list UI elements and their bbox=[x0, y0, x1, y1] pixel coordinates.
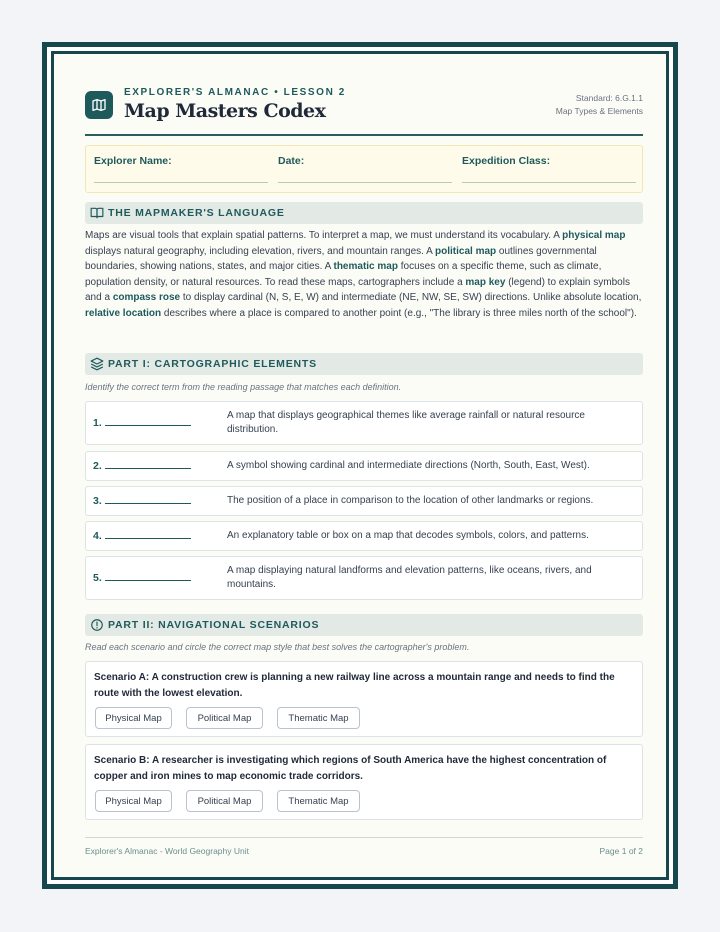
item-definition: The position of a place in comparison to the location of other landmarks or regions. bbox=[227, 495, 594, 506]
topic-label: Map Types & Elements bbox=[555, 106, 643, 116]
lesson-eyebrow: EXPLORER'S ALMANAC • LESSON 2 bbox=[124, 87, 346, 98]
item-definition: An explanatory table or box on a map that decodes symbols, colors, and patterns. bbox=[227, 530, 589, 541]
matching-row bbox=[85, 556, 643, 600]
footer-unit: Explorer's Almanac - World Geography Unit bbox=[85, 846, 249, 856]
option-thematic-map[interactable]: Thematic Map bbox=[277, 707, 360, 729]
scenario-card-a bbox=[85, 661, 643, 737]
passage-text: to display cardinal (N, S, E, W) and intermediate (NE, NW, SE, SW) directions. Unlike absolute location, bbox=[180, 292, 642, 304]
book-icon bbox=[90, 206, 104, 220]
footer-divider bbox=[85, 837, 643, 838]
passage-text: outlines governmental boundaries, showing nations, states, and major cities. A bbox=[85, 245, 597, 273]
explorer-name-label: Explorer Name: bbox=[94, 155, 172, 167]
item-number bbox=[93, 460, 191, 472]
page-frame-outer bbox=[42, 42, 678, 889]
matching-row bbox=[85, 451, 643, 481]
item-number bbox=[93, 417, 191, 429]
keyword-map-key: map key bbox=[465, 276, 506, 288]
item-number bbox=[93, 530, 191, 542]
scenario-question: Scenario B: A researcher is investigating which regions of South America have the highest concentration of copper and iron mines to map economic trade corridors. bbox=[94, 755, 607, 782]
section-title-part1: PART I: CARTOGRAPHIC ELEMENTS bbox=[108, 358, 317, 370]
standard-label: Standard: 6.G.1.1 bbox=[575, 93, 643, 103]
matching-row bbox=[85, 521, 643, 551]
scenario-question: Scenario A: A construction crew is planning a new railway line across a mountain range and needs to find the route with the lowest elevation. bbox=[94, 672, 615, 699]
item-number-text: 4. bbox=[93, 530, 102, 542]
alert-circle-icon bbox=[90, 618, 104, 632]
section-header-reading bbox=[85, 202, 643, 224]
page-number: Page 1 of 2 bbox=[599, 846, 643, 856]
explorer-name-field[interactable] bbox=[94, 155, 268, 183]
part1-instructions: Identify the correct term from the reading passage that matches each definition. bbox=[85, 382, 402, 392]
expedition-class-line[interactable] bbox=[462, 182, 636, 183]
item-number bbox=[93, 572, 191, 584]
answer-blank[interactable] bbox=[105, 572, 191, 581]
item-number-text: 2. bbox=[93, 460, 102, 472]
student-info-box bbox=[85, 145, 643, 193]
expedition-class-label: Expedition Class: bbox=[462, 155, 551, 167]
section-header-part2 bbox=[85, 614, 643, 636]
keyword-physical-map: physical map bbox=[562, 230, 626, 241]
keyword-compass-rose: compass rose bbox=[112, 292, 181, 304]
item-definition: A map displaying natural landforms and elevation patterns, like oceans, rivers, and mountains. bbox=[227, 565, 592, 590]
part2-instructions: Read each scenario and circle the correct map style that best solves the cartographer's problem. bbox=[85, 642, 470, 652]
item-definition: A map that displays geographical themes like average rainfall or natural resource distribution. bbox=[227, 410, 585, 435]
map-icon bbox=[85, 91, 113, 119]
matching-row bbox=[85, 486, 643, 516]
answer-blank[interactable] bbox=[105, 460, 191, 469]
worksheet-header bbox=[85, 84, 643, 136]
keyword-political-map: political map bbox=[435, 245, 497, 257]
option-physical-map[interactable]: Physical Map bbox=[95, 790, 172, 812]
section-title-reading: THE MAPMAKER'S LANGUAGE bbox=[108, 207, 285, 219]
expedition-class-field[interactable] bbox=[462, 155, 636, 183]
reading-passage bbox=[85, 228, 643, 322]
section-title-part2: PART II: NAVIGATIONAL SCENARIOS bbox=[108, 619, 320, 631]
passage-text: displays natural geography, including elevation, rivers, and mountain ranges. A bbox=[85, 245, 436, 257]
item-number bbox=[93, 495, 191, 507]
answer-blank[interactable] bbox=[105, 495, 191, 504]
item-number-text: 3. bbox=[93, 495, 102, 507]
layers-icon bbox=[90, 357, 104, 371]
answer-blank[interactable] bbox=[105, 417, 191, 426]
date-field[interactable] bbox=[278, 155, 452, 183]
option-political-map[interactable]: Political Map bbox=[186, 707, 263, 729]
matching-row bbox=[85, 401, 643, 445]
keyword-relative-location: relative location bbox=[85, 307, 162, 319]
passage-text: describes where a place is compared to another point (e.g., "The library is three miles north of the school"). bbox=[161, 307, 637, 319]
page-title: Map Masters Codex bbox=[124, 100, 326, 122]
date-line[interactable] bbox=[278, 182, 452, 183]
item-number-text: 5. bbox=[93, 572, 102, 584]
passage-text: focuses on a specific theme, such as climate, population density, or natural resources. To read these maps, cartographers include a bbox=[85, 261, 602, 288]
section-header-part1 bbox=[85, 353, 643, 375]
passage-text: Maps are visual tools that explain spatial patterns. To interpret a map, we must understand its vocabulary. A bbox=[85, 230, 563, 241]
option-political-map[interactable]: Political Map bbox=[186, 790, 263, 812]
passage-text: (legend) to explain symbols and a bbox=[85, 276, 630, 304]
option-thematic-map[interactable]: Thematic Map bbox=[277, 790, 360, 812]
page-frame-inner bbox=[51, 51, 669, 880]
item-number-text: 1. bbox=[93, 417, 102, 429]
item-definition: A symbol showing cardinal and intermediate directions (North, South, East, West). bbox=[227, 460, 590, 471]
scenario-card-b bbox=[85, 744, 643, 820]
option-physical-map[interactable]: Physical Map bbox=[95, 707, 172, 729]
explorer-name-line[interactable] bbox=[94, 182, 268, 183]
date-label: Date: bbox=[278, 155, 305, 167]
keyword-thematic-map: thematic map bbox=[333, 261, 398, 273]
answer-blank[interactable] bbox=[105, 530, 191, 539]
